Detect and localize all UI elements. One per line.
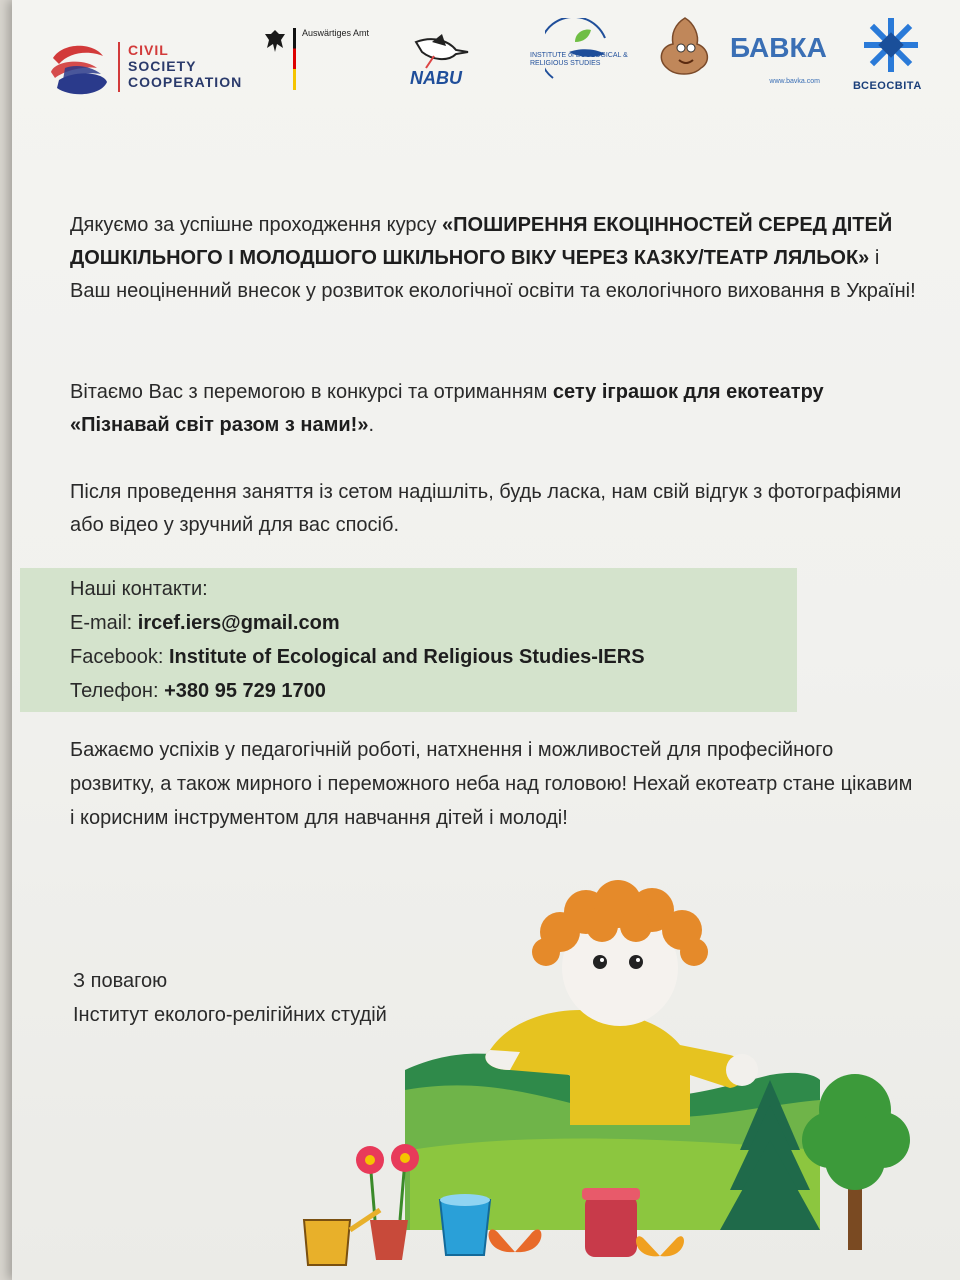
butterfly-icon	[489, 1229, 542, 1252]
butterfly-icon-2	[636, 1236, 684, 1256]
facebook-link[interactable]: Institute of Ecological and Religious Studies-IERS	[168, 646, 645, 668]
phone-number[interactable]: +380 95 729 1700	[164, 680, 326, 702]
vseosvita-snowflake-icon	[862, 14, 920, 76]
paragraph-thanks	[70, 209, 920, 308]
facebook-label: Facebook:	[70, 646, 169, 668]
paragraph-wishes: Бажаємо успіхів у педагогічній роботі, натхнення і можливостей для професійного розвитку, а також мирного і переможного неба над головою! Нехай екотеатр стане цікавим і корисним інструментом для навчання дітей і молоді!	[70, 739, 913, 829]
facebook-row	[70, 640, 645, 674]
signature-greeting: З повагою	[73, 970, 168, 992]
watering-can-icon	[304, 1220, 350, 1265]
jam-jar-icon	[585, 1195, 637, 1257]
paragraph-congrats-end: .	[368, 414, 374, 436]
logo-bar	[0, 0, 960, 120]
paragraph-feedback: Після проведення заняття із сетом надішліть, будь ласка, нам свій відгук з фотографіями або відео у зручний для вас спосіб.	[70, 481, 902, 536]
civil-society-divider	[118, 42, 120, 92]
email-link[interactable]: ircef.iers@gmail.com	[137, 612, 340, 634]
nabu-text: NABU	[410, 68, 462, 88]
bavka-character-icon	[655, 14, 715, 80]
vseosvita-text: ВСЕОСВІТА	[853, 80, 922, 92]
phone-row	[70, 674, 645, 708]
contacts-title: Наші контакти:	[70, 578, 208, 600]
flower-pot-icon	[370, 1220, 408, 1260]
signature-org: Інститут еколого-релігійних студій	[73, 1004, 387, 1026]
bucket-icon	[440, 1200, 490, 1255]
civil-society-text: CIVIL SOCIETY COOPERATION	[128, 42, 243, 90]
paragraph-thanks-start: Дякуємо за успішне проходження курсу	[70, 214, 443, 236]
paragraph-congrats-start: Вітаємо Вас з перемогою в конкурсі та отриманням	[70, 381, 553, 403]
phone-label: Телефон:	[70, 680, 165, 702]
contacts-block	[70, 572, 645, 708]
iers-text: INSTITUTE of ECOLOGICAL & RELIGIOUS STUDIES	[530, 52, 628, 67]
german-flag-stripe	[293, 28, 296, 90]
stork-icon	[412, 32, 472, 70]
email-label: E-mail:	[70, 612, 138, 634]
bavka-text: БАВКА	[730, 32, 827, 63]
german-eagle-icon	[263, 28, 287, 54]
paragraph-thanks-end: і Ваш неоціненний внесок у розвиток екологічної освіти та екологічного виховання в Україні!	[70, 247, 916, 302]
email-row	[70, 606, 645, 640]
prize-title: сету іграшок для екотеатру «Пізнавай світ разом з нами!»	[70, 381, 824, 436]
paragraph-congrats	[70, 376, 920, 442]
civil-society-logo-icon	[45, 40, 111, 98]
course-title: «ПОШИРЕННЯ ЕКОЦІННОСТЕЙ СЕРЕД ДІТЕЙ ДОШКІЛЬНОГО І МОЛОДШОГО ШКІЛЬНОГО ВІКУ ЧЕРЕЗ КАЗКУ/ТЕАТР ЛЯЛЬОК»	[70, 214, 893, 269]
auswaertiges-amt-text: Auswärtiges Amt	[302, 28, 370, 38]
bavka-url: www.bavka.com	[769, 78, 820, 85]
puppet-theatre-illustration	[290, 860, 930, 1270]
